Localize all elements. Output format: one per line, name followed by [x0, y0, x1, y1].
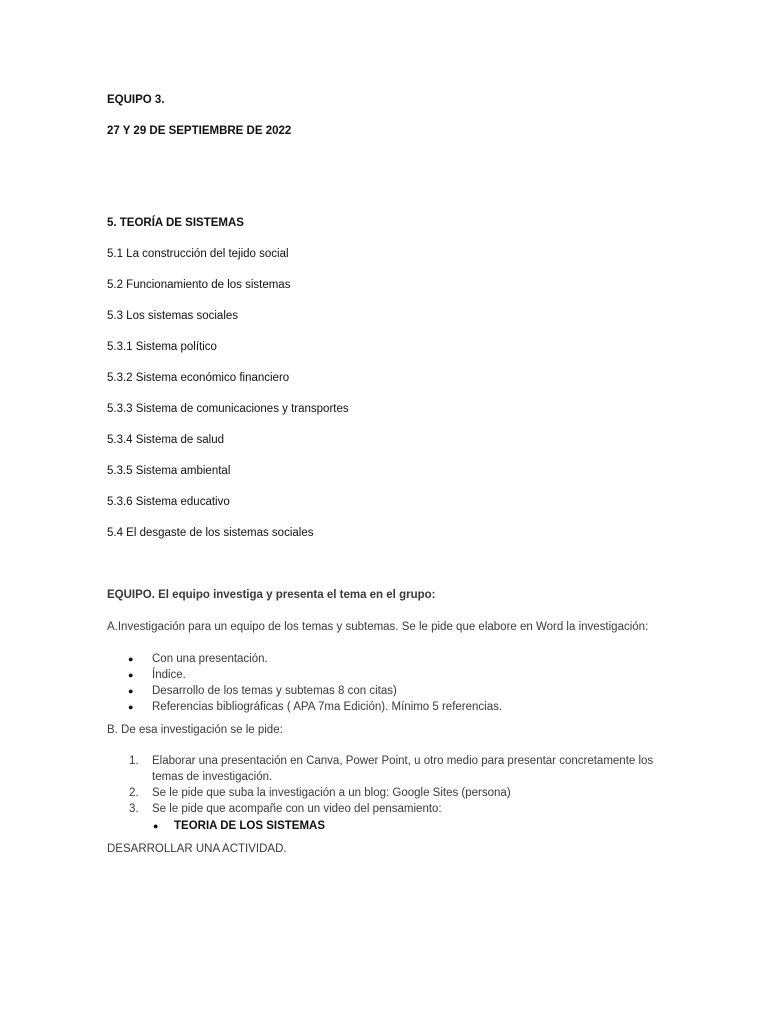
- part-b-text: B. De esa investigación se le pide:: [107, 724, 283, 736]
- sub-list-item: TEORIA DE LOS SISTEMAS: [174, 820, 326, 832]
- topic-item: 5.3.5 Sistema ambiental: [107, 465, 231, 477]
- instructions-heading: EQUIPO. El equipo investiga y presenta el tema en el grupo:: [107, 589, 436, 601]
- list-item: Con una presentación.: [152, 653, 268, 665]
- topic-item: 5.3.1 Sistema político: [107, 341, 217, 353]
- bullet-icon: ●: [153, 821, 159, 831]
- list-item: Se le pide que acompañe con un video del pensamiento:: [152, 803, 442, 815]
- bullet-icon: ●: [128, 670, 134, 680]
- topic-item: 5.3.6 Sistema educativo: [107, 496, 230, 508]
- list-number: 3.: [129, 803, 139, 815]
- team-heading: EQUIPO 3.: [107, 94, 165, 106]
- topic-item: 5.3.2 Sistema económico financiero: [107, 372, 290, 384]
- closing-text: DESARROLLAR UNA ACTIVIDAD.: [107, 843, 287, 855]
- bullet-icon: ●: [128, 654, 134, 664]
- list-item: Índice.: [152, 669, 186, 681]
- list-item-continuation: temas de investigación.: [152, 771, 273, 783]
- bullet-icon: ●: [128, 686, 134, 696]
- topic-item: 5.3 Los sistemas sociales: [107, 310, 239, 322]
- date-heading: 27 Y 29 DE SEPTIEMBRE DE 2022: [107, 125, 292, 137]
- topic-item: 5.4 El desgaste de los sistemas sociales: [107, 527, 314, 539]
- topic-item: 5.2 Funcionamiento de los sistemas: [107, 279, 291, 291]
- list-number: 1.: [129, 755, 139, 767]
- topic-title: 5. TEORÍA DE SISTEMAS: [107, 217, 244, 229]
- list-item: Desarrollo de los temas y subtemas 8 con citas): [152, 685, 397, 697]
- list-item: Elaborar una presentación en Canva, Power Point, u otro medio para presentar concretamente los: [152, 755, 654, 767]
- topic-item: 5.3.4 Sistema de salud: [107, 434, 224, 446]
- part-a-text: A.Investigación para un equipo de los temas y subtemas. Se le pide que elabore en Word la investigación:: [107, 621, 649, 633]
- bullet-icon: ●: [128, 702, 134, 712]
- topic-item: 5.1 La construcción del tejido social: [107, 248, 289, 260]
- list-number: 2.: [129, 787, 139, 799]
- topic-item: 5.3.3 Sistema de comunicaciones y transportes: [107, 403, 349, 415]
- list-item: Referencias bibliográficas ( APA 7ma Edición). Mínimo 5 referencias.: [152, 701, 503, 713]
- list-item: Se le pide que suba la investigación a un blog: Google Sites (persona): [152, 787, 511, 799]
